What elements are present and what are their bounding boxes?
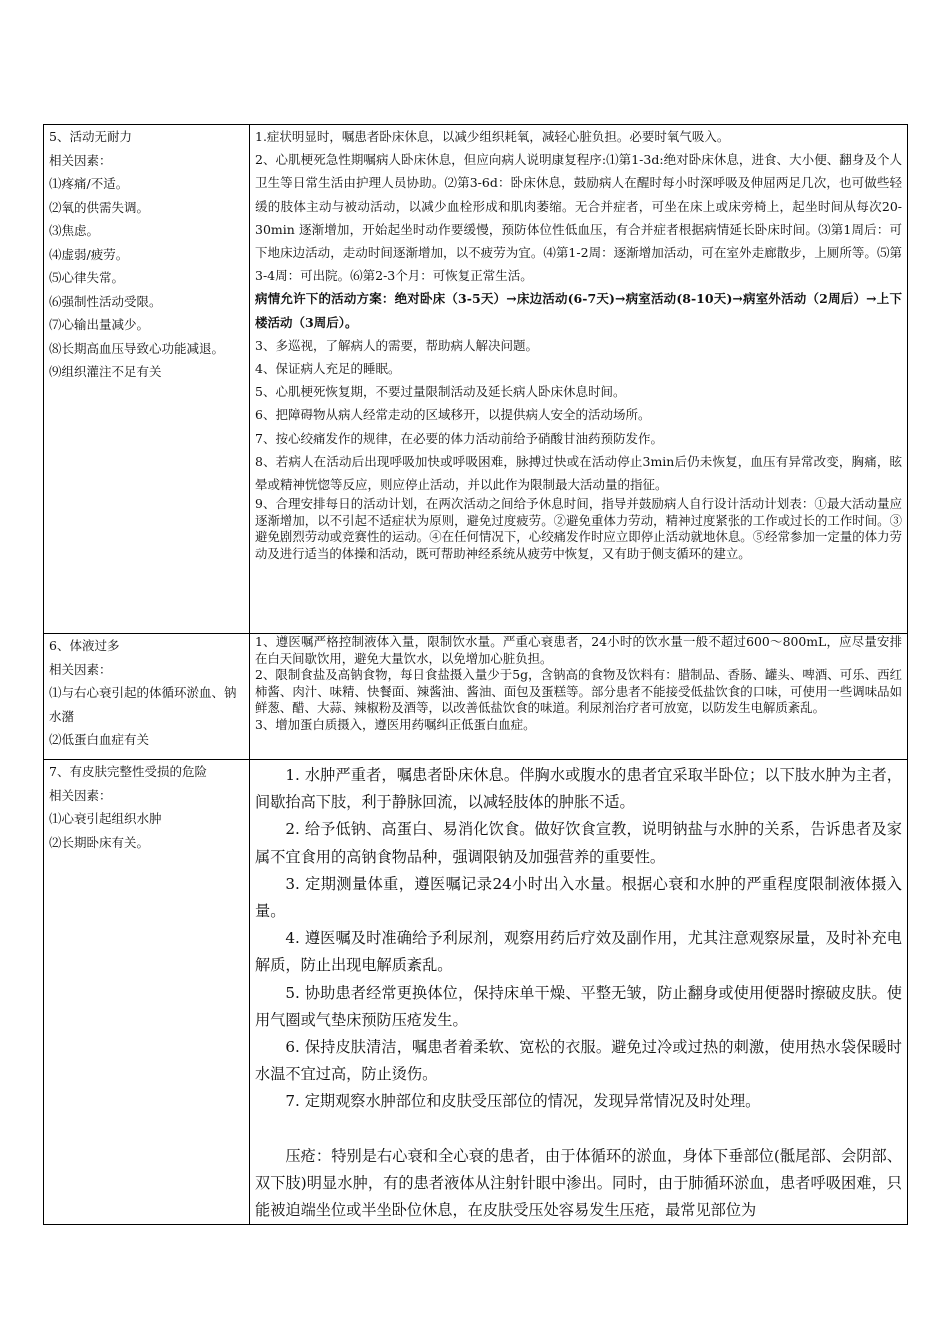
intervention-item: 7、按心绞痛发作的规律，在必要的体力活动前给予硝酸甘油药预防发作。 bbox=[255, 430, 663, 446]
intervention-item: 4、保证病人充足的睡眠。 bbox=[255, 361, 401, 377]
diagnosis-cell bbox=[44, 760, 250, 1225]
factor-item: ⑸心律失常。 bbox=[49, 270, 125, 285]
factor-item: ⑹强制性活动受限。 bbox=[49, 293, 162, 309]
factor-item: ⑴与右心衰引起的体循环淤血、钠水潴 bbox=[49, 685, 237, 724]
intervention-item: 6、把障碍物从病人经常走动的区域移开，以提供病人安全的活动场所。 bbox=[255, 407, 651, 423]
factor-item: ⑷虚弱/疲劳。 bbox=[49, 246, 129, 262]
factor-item: ⑴心衰引起组织水肿 bbox=[49, 811, 162, 826]
intervention-item: 6. 保持皮肤清洁，嘱患者着柔软、宽松的衣服。避免过冷或过热的刺激，使用热水袋保暖时水温不宜过高，防止烫伤。 bbox=[255, 1038, 902, 1084]
care-plan-table bbox=[43, 124, 908, 1225]
factors-heading: 相关因素： bbox=[49, 787, 112, 803]
diagnosis-title: 7、有皮肤完整性受损的危险 bbox=[49, 764, 207, 779]
factor-item: ⑵长期卧床有关。 bbox=[49, 834, 150, 850]
table-row bbox=[44, 125, 908, 634]
factor-item: ⑴疼痛/不适。 bbox=[49, 176, 129, 191]
interventions-cell bbox=[250, 125, 908, 634]
intervention-item: 3、多巡视，了解病人的需要，帮助病人解决问题。 bbox=[255, 337, 538, 353]
paragraph-gap bbox=[255, 1116, 902, 1143]
factor-item: ⑻长期高血压导致心功能减退。 bbox=[49, 340, 225, 356]
table-row bbox=[44, 634, 908, 760]
table-row bbox=[44, 760, 908, 1225]
interventions-cell bbox=[250, 760, 908, 1225]
intervention-item: 9、合理安排每日的活动计划，在两次活动之间给予休息时间，指导并鼓励病人自行设计活动计划表：①最大活动量应逐渐增加，以不引起不适症状为原则，避免过度疲劳。②避免重体力劳动，精神过度紧张的工作或过长的工作时间。③避免剧烈劳动或竞赛性的运动。④在任何情况下，心绞痛发作时应立即停止活动就地休息。⑤经常参加一定量的体力劳动及进行适当的体操和活动，既可帮助神经系统从疲劳中恢复，又有助于侧支循环的建立。 bbox=[255, 496, 902, 561]
intervention-item: 2. 给予低钠、高蛋白、易消化饮食。做好饮食宣教，说明钠盐与水肿的关系，告诉患者及家属不宜食用的高钠食物品种，强调限钠及加强营养的重要性。 bbox=[255, 820, 902, 866]
activity-plan: 病情允许下的活动方案：绝对卧床（3-5天）→床边活动(6-7天)→病室活动(8-10天)→病室外活动（2周后）→上下楼活动（3周后）。 bbox=[255, 291, 902, 330]
intervention-item: 7. 定期观察水肿部位和皮肤受压部位的情况，发现异常情况及时处理。 bbox=[285, 1092, 761, 1111]
intervention-item: 2、限制食盐及高钠食物，每日食盐摄入量少于5g，含钠高的食物及饮料有：腊制品、香肠、罐头、啤酒、可乐、西红柿酱、肉汁、味精、快餐面、辣酱油、酱油、面包及蛋糕等。部分患者不能接受低盐饮食的口味，可使用一些调味品如鲜葱、醋、大蒜、辣椒粉及酒等，以改善低盐饮食的味道。利尿剂治疗者可放宽，以防发生电解质紊乱。 bbox=[255, 667, 902, 716]
factor-item: ⑺心输出量减少。 bbox=[49, 317, 150, 332]
intervention-item: 1、遵医嘱严格控制液体入量，限制饮水量。严重心衰患者，24小时的饮水量一般不超过600～800mL，应尽量安排在白天间歇饮用，避免大量饮水，以免增加心脏负担。 bbox=[255, 634, 902, 666]
pressure-sore-note: 压疮：特别是右心衰和全心衰的患者，由于体循环的淤血，身体下垂部位(骶尾部、会阴部、双下肢)明显水肿，有的患者液体从注射针眼中渗出。同时，由于肺循环淤血，患者呼吸困难，只能被迫端坐位或半坐卧位休息，在皮肤受压处容易发生压疮，最常见部位为 bbox=[255, 1146, 902, 1220]
interventions-cell bbox=[250, 634, 908, 760]
intervention-item: 3. 定期测量体重，遵医嘱记录24小时出入水量。根据心衰和水肿的严重程度限制液体摄入量。 bbox=[255, 874, 902, 921]
intervention-item: 5. 协助患者经常更换体位，保持床单干燥、平整无皱，防止翻身或使用便器时擦破皮肤。使用气圈或气垫床预防压疮发生。 bbox=[255, 983, 902, 1029]
intervention-item: 1. 水肿严重者，嘱患者卧床休息。伴胸水或腹水的患者宜采取半卧位；以下肢水肿为主者，间歇抬高下肢，利于静脉回流，以减轻肢体的肿胀不适。 bbox=[255, 766, 902, 812]
factor-item: ⑼组织灌注不足有关 bbox=[49, 364, 162, 379]
intervention-item: 8、若病人在活动后出现呼吸加快或呼吸困难，脉搏过快或在活动停止3min后仍未恢复，血压有异常改变，胸痛，眩晕或精神恍惚等反应，则应停止活动，并以此作为限制最大活动量的指征。 bbox=[255, 453, 902, 493]
intervention-item: 5、心肌梗死恢复期，不要过量限制活动及延长病人卧床休息时间。 bbox=[255, 384, 626, 400]
intervention-item: 2、心肌梗死急性期嘱病人卧床休息，但应向病人说明康复程序:⑴第1-3d:绝对卧床休息，进食、大小便、翻身及个人卫生等日常生活由护理人员协助。⑵第3-6d：卧床休息，鼓励病人在醒时每小时深呼吸及伸屈两足几次，也可做些轻缓的肢体主动与被动活动，以减少血栓形成和肌肉萎缩。无合并症者，可坐在床上或床旁椅上，起坐时间从每次20-30min 逐渐增加，开始起坐时动作要缓慢，预防体位性低血压，有合并症者根据病情延长卧床时间。⑶第1周后：可下地床边活动，走动时间逐渐增加，以不疲劳为宜。⑷第1-2周：逐渐增加活动，可在室外走廊散步，上厕所等。⑸第3-4周：可出院。⑹第2-3个月：可恢复正常生活。 bbox=[255, 152, 902, 284]
factor-item: ⑶焦虑。 bbox=[49, 223, 100, 238]
intervention-item: 1.症状明显时，嘱患者卧床休息，以减少组织耗氧，减轻心脏负担。必要时氧气吸入。 bbox=[255, 129, 730, 144]
diagnosis-cell bbox=[44, 125, 250, 634]
factors-heading: 相关因素： bbox=[49, 152, 112, 168]
intervention-item: 3、增加蛋白质摄入，遵医用药嘱纠正低蛋白血症。 bbox=[255, 716, 536, 732]
diagnosis-title: 6、体液过多 bbox=[49, 638, 120, 653]
diagnosis-cell bbox=[44, 634, 250, 760]
intervention-item: 4. 遵医嘱及时准确给予利尿剂，观察用药后疗效及副作用，尤其注意观察尿量，及时补充电解质，防止出现电解质紊乱。 bbox=[255, 929, 902, 975]
factors-heading: 相关因素： bbox=[49, 661, 112, 677]
diagnosis-title: 5、活动无耐力 bbox=[49, 129, 132, 144]
factor-item: ⑵氧的供需失调。 bbox=[49, 199, 150, 215]
factor-item: ⑵低蛋白血症有关 bbox=[49, 732, 150, 747]
